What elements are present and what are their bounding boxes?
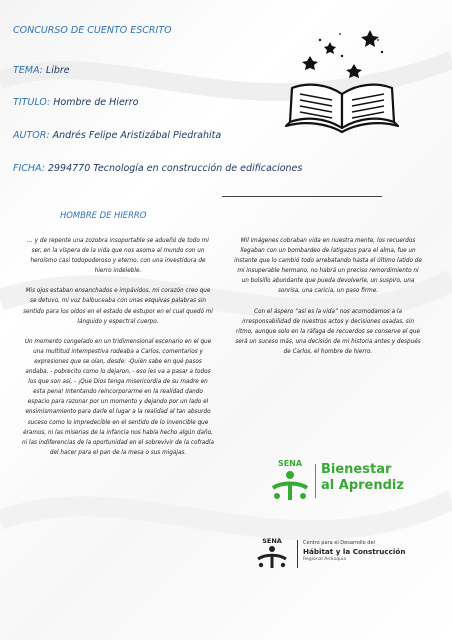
tema-line [13, 65, 70, 76]
ficha-value: 2994770 Tecnología en construcción de edificaciones [47, 163, 303, 174]
ficha-label: FICHA: [13, 163, 45, 174]
story-paragraph: Mil imágenes cobraban vida en nuestra mente, los recuerdos llegaban con un bombardeo de latigazos para el alma, fue un instante que lo cambió todo arrebatando hasta el último latido de mi insuperable hermano, no habrá un preciso remordimiento ni un bolsillo abundante que pueda devolverle, un suspiro, una sonrisa, una caricia, un paso firme. [234, 238, 422, 295]
story-paragraph: Un momento congelado en un tridimensional escenario en el que una multitud intempestiva rodeaba a Carlos, comentarios y expresiones que se oían, desde: -Quién sabe en qué pasos andaba, - pobrecito como lo dejaron, - eso les va a pasar a todos los que son así, - ¡Que Dios tenga misericordia de su madre en esta pena! Intentando reincorporarme en la realidad dando espacio para razonar por un momento y dejando por un lado el ensimismamiento para darle el lugar a la realidad al tan absurdo suceso como lo impredecible en el sentido de lo invencible que éramos, ni las miserias de la infancia nos había hecho algún daño, ni las indiferencias de la oportunidad en el sobrevivir de la cofradía del hacer para el pan de la mesa o sus migajas. [22, 338, 214, 456]
tema-value: Libre [45, 65, 70, 76]
story-paragraph: Con el áspero “así es la vida” nos acomodamos a la irresponsabilidad de nuestros actos y decisiones osadas, sin ritmo, aunque solo en la ráfaga de recuerdos se conserve el que será un suceso más, una decisión de mi historia antes y después de Carlos, el hombre de hierro. [235, 308, 421, 355]
logo-divider [315, 464, 316, 498]
autor-value: Andrés Felipe Aristizábal Piedrahita [52, 130, 222, 141]
story-column-right [233, 236, 423, 367]
sena-logo-icon [253, 536, 291, 570]
story-paragraph: … y de repente una zozobra insoportable se adueñó de todo mi ser, en la víspera de la vida que nos asoma al mundo con un heroísmo casi todopoderoso y eterno, con una investidura de hierro indeleble. [27, 238, 209, 275]
tema-label: TEMA: [13, 65, 43, 76]
centro-habitat-logo [253, 536, 443, 576]
logo-divider [297, 540, 298, 568]
story-paragraph: Mis ojos estaban ensanchados e impávidos, mi corazón creo que se detuvo, mi voz balbuceaba con unas esquivas palabras sin sentido para los oídos en el estado de estupor en el cual quedó mi lánguido y espectral cuerpo. [23, 288, 213, 325]
bienestar-text: Bienestar al Aprendiz [321, 462, 404, 493]
story-title: HOMBRE DE HIERRO [60, 210, 147, 220]
autor-label: AUTOR: [13, 130, 50, 141]
titulo-value: Hombre de Hierro [53, 97, 139, 108]
autor-line [13, 130, 221, 141]
svg-text:SENA: SENA [262, 537, 282, 545]
ficha-line [13, 163, 302, 174]
open-book-icon [282, 22, 402, 142]
story-column-left [22, 236, 214, 468]
contest-heading: CONCURSO DE CUENTO ESCRITO [13, 25, 172, 36]
centro-text: Centro para el Desarrollo del Hábitat y la Construcción Regional Antioquia [303, 540, 406, 562]
bienestar-logo [265, 456, 435, 506]
sena-logo-icon [267, 458, 313, 504]
divider-rule [222, 196, 382, 197]
svg-text:SENA: SENA [277, 459, 303, 468]
titulo-label: TITULO: [13, 97, 51, 108]
star-icon [302, 30, 379, 78]
titulo-line [13, 97, 138, 108]
